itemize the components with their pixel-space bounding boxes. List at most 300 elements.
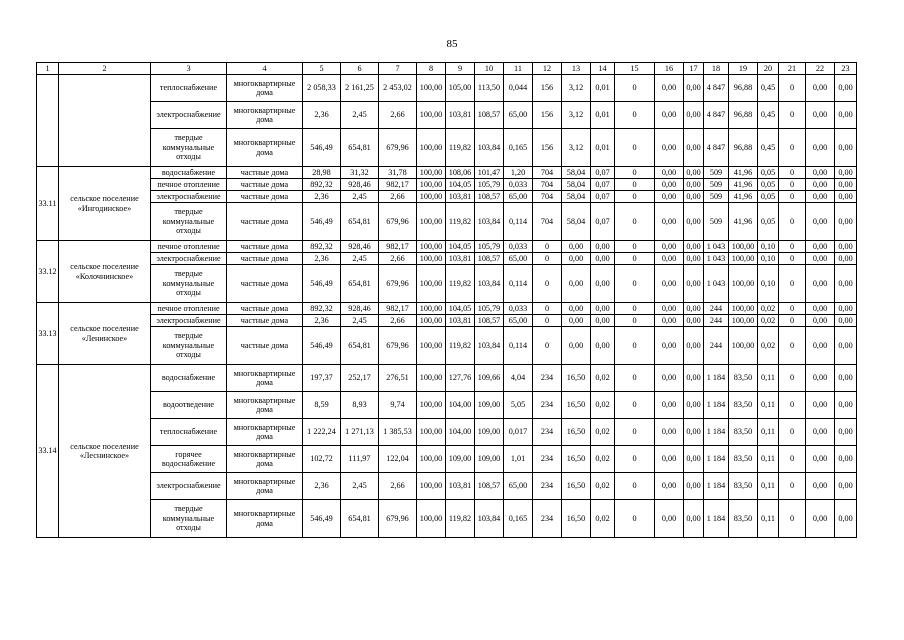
value-cell: 108,57 xyxy=(475,473,504,500)
value-cell: 2,66 xyxy=(379,191,417,203)
value-cell: 3,12 xyxy=(562,102,591,129)
value-cell: 509 xyxy=(704,191,729,203)
value-cell: 104,00 xyxy=(446,419,475,446)
value-cell: 108,57 xyxy=(475,191,504,203)
value-cell: 0 xyxy=(615,129,655,167)
value-cell: 100,00 xyxy=(417,102,446,129)
housing-type-cell: многоквартирные дома xyxy=(227,102,303,129)
column-number-cell: 17 xyxy=(684,63,704,75)
value-cell: 0,00 xyxy=(562,253,591,265)
column-number-cell: 11 xyxy=(504,63,533,75)
value-cell: 982,17 xyxy=(379,241,417,253)
column-number-cell: 12 xyxy=(533,63,562,75)
value-cell: 100,00 xyxy=(417,500,446,538)
value-cell: 0 xyxy=(615,473,655,500)
value-cell: 103,84 xyxy=(475,500,504,538)
value-cell: 0,00 xyxy=(806,102,835,129)
value-cell: 234 xyxy=(533,392,562,419)
housing-type-cell: частные дома xyxy=(227,167,303,179)
value-cell: 928,46 xyxy=(341,241,379,253)
value-cell: 96,88 xyxy=(729,75,758,102)
page-number: 85 xyxy=(446,38,458,50)
value-cell: 0,02 xyxy=(591,473,615,500)
value-cell: 0 xyxy=(533,241,562,253)
value-cell: 0,00 xyxy=(684,327,704,365)
value-cell: 0,00 xyxy=(655,203,684,241)
service-cell: твердые коммунальные отходы xyxy=(151,500,227,538)
value-cell: 0 xyxy=(779,203,806,241)
value-cell: 0 xyxy=(615,392,655,419)
value-cell: 0,00 xyxy=(684,500,704,538)
value-cell: 1 184 xyxy=(704,365,729,392)
housing-type-cell: частные дома xyxy=(227,241,303,253)
value-cell: 2,66 xyxy=(379,315,417,327)
value-cell: 0 xyxy=(779,419,806,446)
value-cell: 234 xyxy=(533,419,562,446)
value-cell: 102,72 xyxy=(303,446,341,473)
value-cell: 100,00 xyxy=(417,392,446,419)
value-cell: 103,81 xyxy=(446,191,475,203)
value-cell: 0,07 xyxy=(591,191,615,203)
housing-type-cell: частные дома xyxy=(227,327,303,365)
value-cell: 0,00 xyxy=(806,473,835,500)
value-cell: 0 xyxy=(533,253,562,265)
housing-type-cell: частные дома xyxy=(227,191,303,203)
settlement-name-cell: сельское поселение «Ингодинское» xyxy=(59,167,151,241)
value-cell: 65,00 xyxy=(504,473,533,500)
value-cell: 0,00 xyxy=(835,203,857,241)
service-cell: теплоснабжение xyxy=(151,419,227,446)
value-cell: 0 xyxy=(615,241,655,253)
value-cell: 105,00 xyxy=(446,75,475,102)
value-cell: 234 xyxy=(533,365,562,392)
table-row xyxy=(37,241,857,253)
value-cell: 0,00 xyxy=(806,253,835,265)
value-cell: 654,81 xyxy=(341,500,379,538)
value-cell: 0,00 xyxy=(806,191,835,203)
value-cell: 100,00 xyxy=(729,241,758,253)
value-cell: 0 xyxy=(779,365,806,392)
value-cell: 0,00 xyxy=(684,129,704,167)
value-cell: 928,46 xyxy=(341,303,379,315)
value-cell: 100,00 xyxy=(417,191,446,203)
value-cell: 100,00 xyxy=(417,473,446,500)
settlement-name-cell: сельское поселение «Ленинское» xyxy=(59,303,151,365)
value-cell: 0,00 xyxy=(655,75,684,102)
value-cell: 0,00 xyxy=(835,473,857,500)
value-cell: 0 xyxy=(779,167,806,179)
value-cell: 0,00 xyxy=(655,303,684,315)
column-number-cell: 20 xyxy=(758,63,779,75)
value-cell: 103,84 xyxy=(475,203,504,241)
value-cell: 2,66 xyxy=(379,473,417,500)
column-number-cell: 7 xyxy=(379,63,417,75)
value-cell: 2,45 xyxy=(341,253,379,265)
value-cell: 100,00 xyxy=(417,241,446,253)
value-cell: 0,00 xyxy=(655,365,684,392)
value-cell: 100,00 xyxy=(729,253,758,265)
value-cell: 119,82 xyxy=(446,203,475,241)
value-cell: 0,00 xyxy=(684,179,704,191)
value-cell: 679,96 xyxy=(379,129,417,167)
value-cell: 1 043 xyxy=(704,241,729,253)
value-cell: 0 xyxy=(533,303,562,315)
value-cell: 2,45 xyxy=(341,473,379,500)
value-cell: 105,79 xyxy=(475,241,504,253)
table-row xyxy=(37,129,857,167)
value-cell: 65,00 xyxy=(504,102,533,129)
table-row xyxy=(37,365,857,392)
value-cell: 2,36 xyxy=(303,102,341,129)
value-cell: 100,00 xyxy=(417,303,446,315)
value-cell: 0,00 xyxy=(684,167,704,179)
service-cell: твердые коммунальные отходы xyxy=(151,265,227,303)
value-cell: 58,04 xyxy=(562,179,591,191)
value-cell: 0 xyxy=(615,191,655,203)
value-cell: 0,00 xyxy=(655,392,684,419)
value-cell: 16,50 xyxy=(562,473,591,500)
value-cell: 0 xyxy=(779,392,806,419)
value-cell: 0,00 xyxy=(835,365,857,392)
service-cell: печное отопление xyxy=(151,179,227,191)
value-cell: 0,11 xyxy=(758,365,779,392)
value-cell: 58,04 xyxy=(562,191,591,203)
value-cell: 0,02 xyxy=(758,327,779,365)
column-number-cell: 19 xyxy=(729,63,758,75)
value-cell: 1 385,53 xyxy=(379,419,417,446)
value-cell: 0,00 xyxy=(684,203,704,241)
value-cell: 108,57 xyxy=(475,253,504,265)
value-cell: 0,00 xyxy=(562,303,591,315)
value-cell: 0,00 xyxy=(806,265,835,303)
value-cell: 244 xyxy=(704,315,729,327)
value-cell: 3,12 xyxy=(562,129,591,167)
value-cell: 0,01 xyxy=(591,129,615,167)
value-cell: 2,45 xyxy=(341,102,379,129)
value-cell: 119,82 xyxy=(446,265,475,303)
column-number-cell: 9 xyxy=(446,63,475,75)
value-cell: 0,02 xyxy=(591,500,615,538)
value-cell: 509 xyxy=(704,167,729,179)
value-cell: 119,82 xyxy=(446,500,475,538)
value-cell: 0,00 xyxy=(806,419,835,446)
housing-type-cell: многоквартирные дома xyxy=(227,473,303,500)
value-cell: 8,59 xyxy=(303,392,341,419)
value-cell: 96,88 xyxy=(729,129,758,167)
value-cell: 0,00 xyxy=(655,241,684,253)
housing-type-cell: частные дома xyxy=(227,303,303,315)
value-cell: 0,11 xyxy=(758,446,779,473)
value-cell: 109,66 xyxy=(475,365,504,392)
table-row xyxy=(37,446,857,473)
value-cell: 1 184 xyxy=(704,392,729,419)
value-cell: 105,79 xyxy=(475,179,504,191)
value-cell: 119,82 xyxy=(446,129,475,167)
service-cell: твердые коммунальные отходы xyxy=(151,203,227,241)
value-cell: 244 xyxy=(704,303,729,315)
value-cell: 0,02 xyxy=(591,446,615,473)
value-cell: 16,50 xyxy=(562,392,591,419)
value-cell: 113,50 xyxy=(475,75,504,102)
value-cell: 0,00 xyxy=(835,167,857,179)
value-cell: 103,81 xyxy=(446,102,475,129)
value-cell: 0 xyxy=(615,265,655,303)
value-cell: 1,20 xyxy=(504,167,533,179)
service-cell: водоотведение xyxy=(151,392,227,419)
value-cell: 2,45 xyxy=(341,191,379,203)
value-cell: 0,00 xyxy=(806,179,835,191)
value-cell: 654,81 xyxy=(341,203,379,241)
column-number-cell: 10 xyxy=(475,63,504,75)
value-cell: 104,05 xyxy=(446,303,475,315)
value-cell: 100,00 xyxy=(417,75,446,102)
value-cell: 100,00 xyxy=(729,315,758,327)
value-cell: 0 xyxy=(779,102,806,129)
value-cell: 5,05 xyxy=(504,392,533,419)
value-cell: 0,00 xyxy=(806,365,835,392)
value-cell: 509 xyxy=(704,203,729,241)
table-row xyxy=(37,303,857,315)
value-cell: 16,50 xyxy=(562,419,591,446)
value-cell: 0,00 xyxy=(591,265,615,303)
value-cell: 103,81 xyxy=(446,473,475,500)
column-number-cell: 23 xyxy=(835,63,857,75)
value-cell: 0,00 xyxy=(835,500,857,538)
value-cell: 276,51 xyxy=(379,365,417,392)
column-number-cell: 6 xyxy=(341,63,379,75)
value-cell: 0,00 xyxy=(655,102,684,129)
table-row xyxy=(37,419,857,446)
value-cell: 2 161,25 xyxy=(341,75,379,102)
value-cell: 0,00 xyxy=(684,473,704,500)
housing-type-cell: многоквартирные дома xyxy=(227,419,303,446)
value-cell: 4 847 xyxy=(704,75,729,102)
value-cell: 0,00 xyxy=(835,179,857,191)
value-cell: 41,96 xyxy=(729,179,758,191)
row-code-cell: 33.13 xyxy=(37,303,59,365)
value-cell: 0,00 xyxy=(591,315,615,327)
value-cell: 0,01 xyxy=(591,75,615,102)
table-row xyxy=(37,253,857,265)
value-cell: 0,00 xyxy=(806,129,835,167)
value-cell: 0,114 xyxy=(504,265,533,303)
value-cell: 0,02 xyxy=(591,419,615,446)
value-cell: 0,033 xyxy=(504,179,533,191)
value-cell: 1 184 xyxy=(704,500,729,538)
value-cell: 0,114 xyxy=(504,327,533,365)
value-cell: 156 xyxy=(533,75,562,102)
value-cell: 0,00 xyxy=(562,315,591,327)
value-cell: 2 453,02 xyxy=(379,75,417,102)
value-cell: 0,00 xyxy=(591,241,615,253)
value-cell: 100,00 xyxy=(417,129,446,167)
value-cell: 122,04 xyxy=(379,446,417,473)
value-cell: 679,96 xyxy=(379,327,417,365)
value-cell: 0,00 xyxy=(562,241,591,253)
value-cell: 0,00 xyxy=(684,315,704,327)
value-cell: 546,49 xyxy=(303,203,341,241)
value-cell: 0 xyxy=(779,473,806,500)
value-cell: 9,74 xyxy=(379,392,417,419)
service-cell: электроснабжение xyxy=(151,102,227,129)
settlement-name-cell: сельское поселение «Колочнинское» xyxy=(59,241,151,303)
column-number-cell: 21 xyxy=(779,63,806,75)
value-cell: 679,96 xyxy=(379,265,417,303)
value-cell: 928,46 xyxy=(341,179,379,191)
table-row xyxy=(37,265,857,303)
value-cell: 105,79 xyxy=(475,303,504,315)
value-cell: 0,00 xyxy=(562,265,591,303)
row-code-cell: 33.11 xyxy=(37,167,59,241)
value-cell: 83,50 xyxy=(729,419,758,446)
value-cell: 0,00 xyxy=(655,253,684,265)
value-cell: 0,45 xyxy=(758,102,779,129)
value-cell: 16,50 xyxy=(562,365,591,392)
value-cell: 0,00 xyxy=(655,129,684,167)
value-cell: 0,00 xyxy=(806,203,835,241)
value-cell: 0,033 xyxy=(504,241,533,253)
value-cell: 31,32 xyxy=(341,167,379,179)
value-cell: 234 xyxy=(533,473,562,500)
value-cell: 0,00 xyxy=(835,303,857,315)
value-cell: 0 xyxy=(615,167,655,179)
value-cell: 41,96 xyxy=(729,203,758,241)
service-cell: твердые коммунальные отходы xyxy=(151,327,227,365)
value-cell: 0 xyxy=(615,365,655,392)
value-cell: 2,66 xyxy=(379,253,417,265)
value-cell: 0,07 xyxy=(591,179,615,191)
column-number-cell: 22 xyxy=(806,63,835,75)
housing-type-cell: многоквартирные дома xyxy=(227,365,303,392)
value-cell: 0 xyxy=(779,500,806,538)
value-cell: 0 xyxy=(533,265,562,303)
value-cell: 982,17 xyxy=(379,179,417,191)
value-cell: 16,50 xyxy=(562,446,591,473)
column-number-cell: 15 xyxy=(615,63,655,75)
housing-type-cell: частные дома xyxy=(227,203,303,241)
settlement-name-cell: сельское поселение «Леснинское» xyxy=(59,365,151,538)
value-cell: 2,36 xyxy=(303,191,341,203)
service-cell: электроснабжение xyxy=(151,191,227,203)
value-cell: 0,10 xyxy=(758,265,779,303)
value-cell: 1,01 xyxy=(504,446,533,473)
value-cell: 0 xyxy=(615,419,655,446)
value-cell: 509 xyxy=(704,179,729,191)
value-cell: 252,17 xyxy=(341,365,379,392)
value-cell: 0,11 xyxy=(758,419,779,446)
value-cell: 0 xyxy=(779,315,806,327)
housing-type-cell: многоквартирные дома xyxy=(227,129,303,167)
value-cell: 28,98 xyxy=(303,167,341,179)
value-cell: 0,10 xyxy=(758,253,779,265)
value-cell: 0,00 xyxy=(806,241,835,253)
value-cell: 108,57 xyxy=(475,102,504,129)
value-cell: 0,165 xyxy=(504,500,533,538)
column-number-cell: 14 xyxy=(591,63,615,75)
value-cell: 0 xyxy=(615,203,655,241)
value-cell: 2,36 xyxy=(303,253,341,265)
value-cell: 546,49 xyxy=(303,500,341,538)
service-cell: теплоснабжение xyxy=(151,75,227,102)
value-cell: 892,32 xyxy=(303,179,341,191)
value-cell: 2 058,33 xyxy=(303,75,341,102)
value-cell: 127,76 xyxy=(446,365,475,392)
column-number-cell: 1 xyxy=(37,63,59,75)
value-cell: 103,84 xyxy=(475,327,504,365)
value-cell: 0 xyxy=(779,129,806,167)
value-cell: 0,00 xyxy=(655,473,684,500)
value-cell: 0,00 xyxy=(806,446,835,473)
value-cell: 65,00 xyxy=(504,315,533,327)
value-cell: 83,50 xyxy=(729,392,758,419)
value-cell: 100,00 xyxy=(417,179,446,191)
column-number-cell: 4 xyxy=(227,63,303,75)
value-cell: 100,00 xyxy=(417,203,446,241)
table-row xyxy=(37,315,857,327)
row-code-cell: 33.12 xyxy=(37,241,59,303)
value-cell: 0,00 xyxy=(806,392,835,419)
housing-type-cell: многоквартирные дома xyxy=(227,446,303,473)
value-cell: 654,81 xyxy=(341,129,379,167)
value-cell: 197,37 xyxy=(303,365,341,392)
value-cell: 0 xyxy=(615,500,655,538)
value-cell: 654,81 xyxy=(341,265,379,303)
value-cell: 0 xyxy=(779,265,806,303)
value-cell: 0,00 xyxy=(591,327,615,365)
value-cell: 0,00 xyxy=(655,327,684,365)
value-cell: 0,05 xyxy=(758,203,779,241)
value-cell: 104,00 xyxy=(446,392,475,419)
value-cell: 0,05 xyxy=(758,167,779,179)
value-cell: 1 184 xyxy=(704,446,729,473)
value-cell: 31,78 xyxy=(379,167,417,179)
housing-type-cell: многоквартирные дома xyxy=(227,500,303,538)
value-cell: 704 xyxy=(533,179,562,191)
value-cell: 679,96 xyxy=(379,500,417,538)
column-number-cell: 18 xyxy=(704,63,729,75)
column-number-cell: 8 xyxy=(417,63,446,75)
value-cell: 0 xyxy=(779,253,806,265)
value-cell: 1 184 xyxy=(704,473,729,500)
value-cell: 0 xyxy=(615,75,655,102)
value-cell: 0 xyxy=(779,303,806,315)
value-cell: 104,05 xyxy=(446,179,475,191)
housing-type-cell: частные дома xyxy=(227,265,303,303)
column-number-cell: 3 xyxy=(151,63,227,75)
value-cell: 2,66 xyxy=(379,102,417,129)
value-cell: 0,00 xyxy=(684,253,704,265)
value-cell: 100,00 xyxy=(417,253,446,265)
value-cell: 0 xyxy=(779,327,806,365)
value-cell: 704 xyxy=(533,167,562,179)
value-cell: 0 xyxy=(533,327,562,365)
value-cell: 704 xyxy=(533,203,562,241)
value-cell: 0,00 xyxy=(684,392,704,419)
value-cell: 0,11 xyxy=(758,392,779,419)
value-cell: 0 xyxy=(779,241,806,253)
column-number-cell: 5 xyxy=(303,63,341,75)
value-cell: 0 xyxy=(615,446,655,473)
table-row xyxy=(37,75,857,102)
value-cell: 982,17 xyxy=(379,303,417,315)
value-cell: 0,00 xyxy=(684,303,704,315)
value-cell: 0,00 xyxy=(684,102,704,129)
value-cell: 0,00 xyxy=(591,253,615,265)
value-cell: 0 xyxy=(533,315,562,327)
value-cell: 100,00 xyxy=(417,265,446,303)
value-cell: 83,50 xyxy=(729,473,758,500)
value-cell: 1 222,24 xyxy=(303,419,341,446)
